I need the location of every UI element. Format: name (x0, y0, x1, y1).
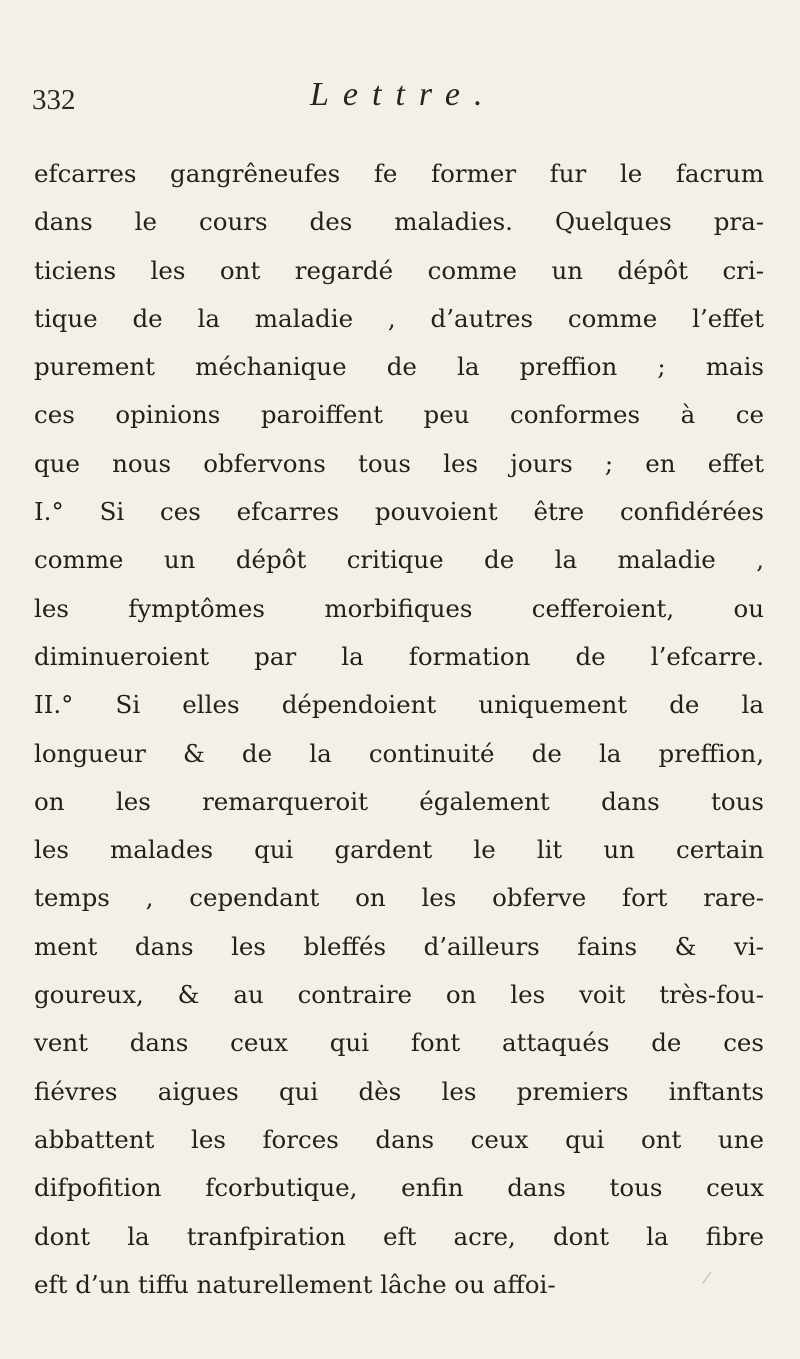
text-line: efcarres gangrêneufes fe former fur le facrum (34, 159, 764, 188)
text-line: difpofition fcorbutique, enfin dans tous ceux (34, 1173, 764, 1203)
text-line: vent dans ceux qui font attaqués de ces (34, 1028, 764, 1058)
text-line: les malades qui gardent le lit un certain (34, 835, 764, 865)
text-line: eft d’un tiffu naturellement lâche ou affoi- (34, 1269, 556, 1299)
text-line: tique de la maladie , d’autres comme l’effet (34, 303, 764, 333)
text-line: abbattent les forces dans ceux qui ont une (34, 1124, 764, 1154)
text-line: purement méchanique de la preffion ; mais (34, 352, 764, 382)
text-line: comme un dépôt critique de la maladie , (34, 545, 764, 575)
text-line: ces opinions paroiffent peu conformes à ce (34, 400, 764, 430)
text-line: ment dans les bleffés d’ailleurs fains & vi- (34, 931, 764, 961)
text-line: I.° Si ces efcarres pouvoient être confidérées (34, 497, 764, 527)
text-line: diminueroient par la formation de l’efcarre. (34, 641, 764, 671)
page-number: 332 (32, 84, 76, 116)
text-line: II.° Si elles dépendoient uniquement de la (34, 690, 764, 720)
running-title: Lettre. (310, 76, 497, 113)
page-header (32, 76, 752, 126)
text-line: dont la tranfpiration eft acre, dont la fibre (34, 1221, 764, 1251)
text-line: dans le cours des maladies. Quelques pra- (34, 207, 764, 237)
text-line: ticiens les ont regardé comme un dépôt cri- (34, 255, 764, 285)
body-text (34, 150, 764, 1309)
text-line: temps , cependant on les obferve fort rare- (34, 883, 764, 913)
text-line: goureux, & au contraire on les voit très-fou- (34, 980, 764, 1010)
text-line: les fymptômes morbifiques cefferoient, ou (34, 593, 764, 623)
text-line: longueur & de la continuité de la preffion, (34, 738, 764, 768)
text-line: on les remarqueroit également dans tous (34, 786, 764, 816)
text-line: que nous obfervons tous les jours ; en effet (34, 448, 764, 478)
text-line: fiévres aigues qui dès les premiers inftants (34, 1076, 764, 1106)
